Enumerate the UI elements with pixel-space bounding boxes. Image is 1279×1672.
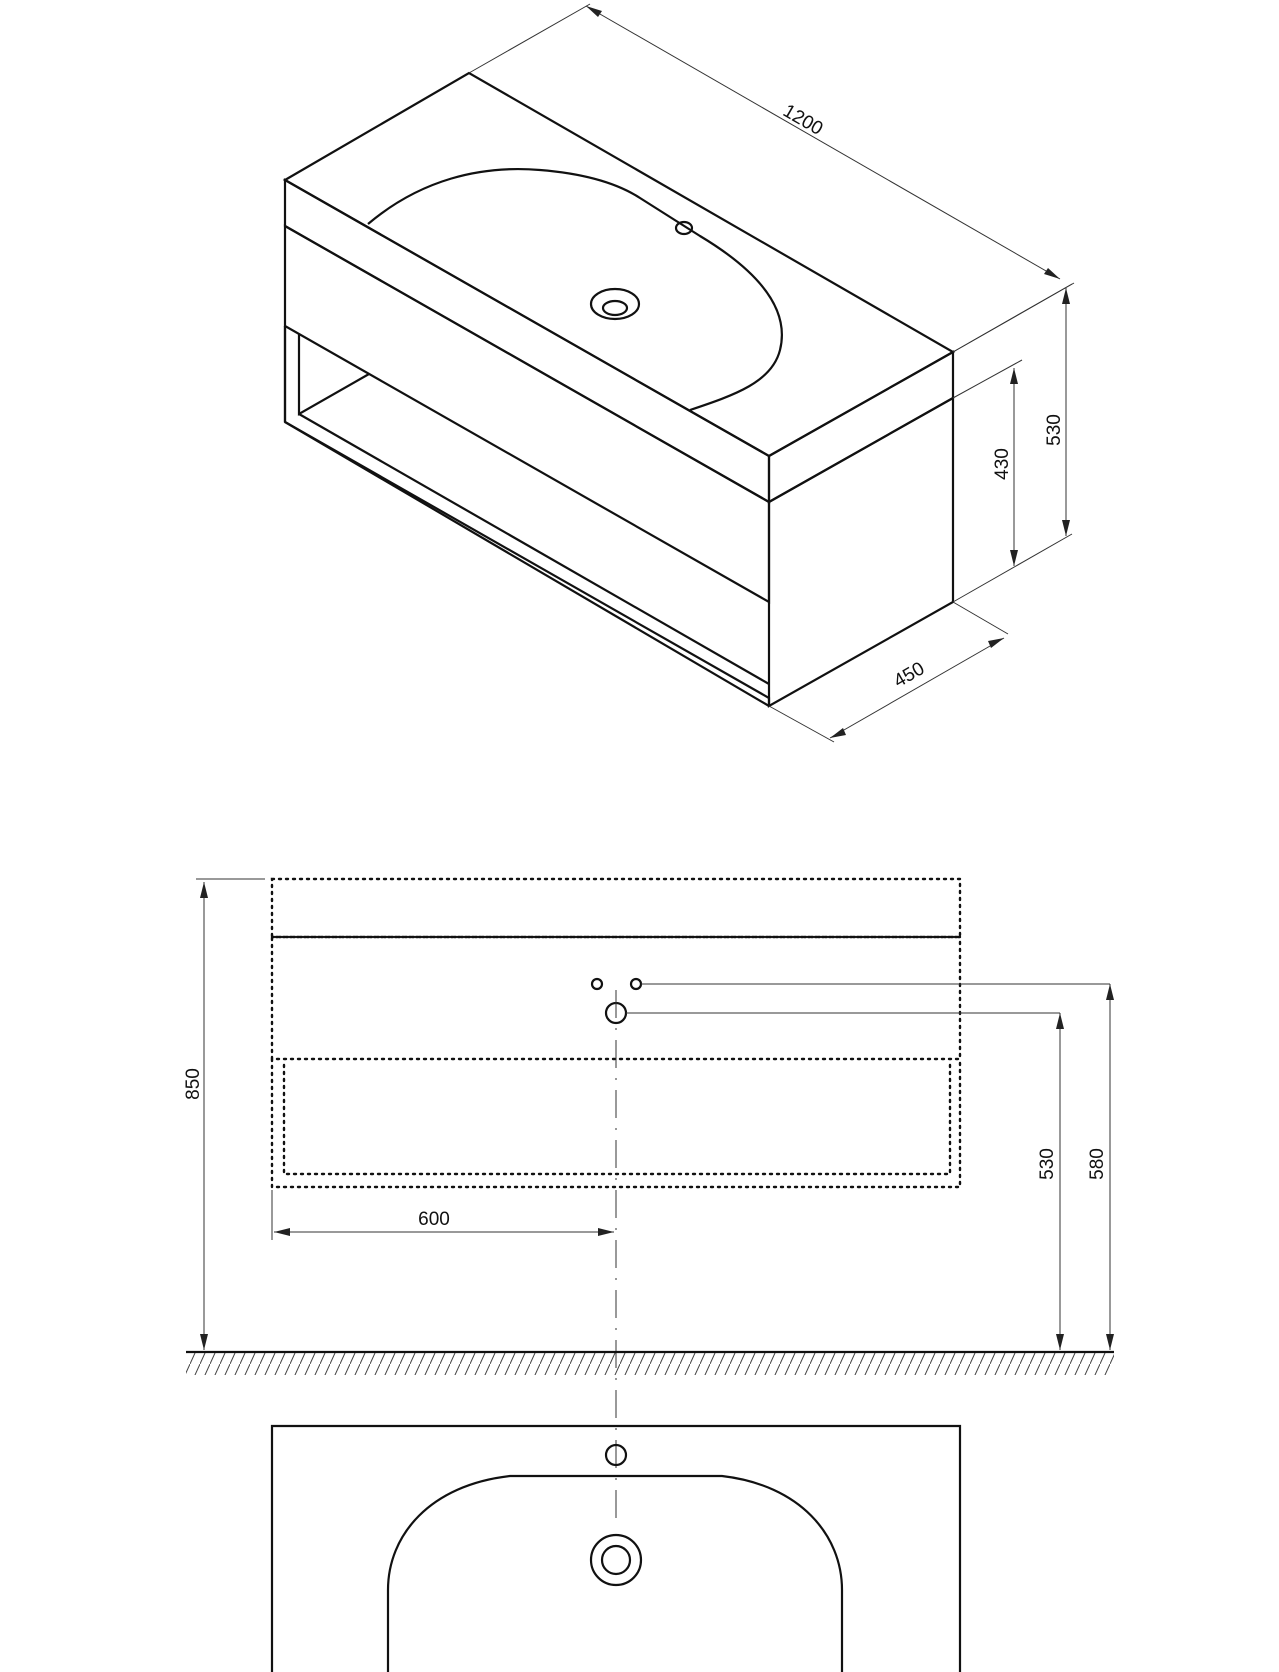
floor-hatching bbox=[186, 1353, 1114, 1375]
depth-dimension bbox=[769, 602, 1008, 742]
drain-inner-icon bbox=[602, 1546, 630, 1574]
front-height-label: 430 bbox=[992, 448, 1013, 480]
tap-hole-left-icon bbox=[592, 979, 602, 989]
center-offset-label: 600 bbox=[418, 1209, 450, 1230]
countertop-outline bbox=[272, 879, 960, 937]
tap-height-label: 580 bbox=[1087, 1148, 1108, 1180]
drain-height-label: 530 bbox=[1037, 1148, 1058, 1180]
drain-outer-icon bbox=[591, 1535, 641, 1585]
width-label: 1200 bbox=[779, 100, 827, 140]
mount-height-dimension bbox=[183, 879, 265, 1350]
front-view bbox=[183, 879, 1114, 1525]
drain-height-dimension bbox=[626, 1013, 1064, 1350]
center-offset-dimension bbox=[272, 1190, 614, 1240]
countertop-front-face bbox=[285, 180, 769, 502]
total-height-label: 530 bbox=[1044, 414, 1065, 446]
front-height-dimension bbox=[953, 360, 1022, 566]
basin-outline bbox=[368, 169, 782, 410]
tap-hole-icon bbox=[676, 222, 692, 234]
tap-hole-right-icon bbox=[631, 979, 641, 989]
cabinet-side-panel bbox=[769, 398, 953, 706]
open-shelf-frame bbox=[285, 326, 769, 706]
isometric-view bbox=[285, 4, 1074, 742]
depth-label: 450 bbox=[890, 658, 929, 693]
countertop-top-face bbox=[285, 73, 953, 456]
mount-height-label: 850 bbox=[183, 1068, 204, 1100]
countertop-side-face bbox=[769, 352, 953, 502]
